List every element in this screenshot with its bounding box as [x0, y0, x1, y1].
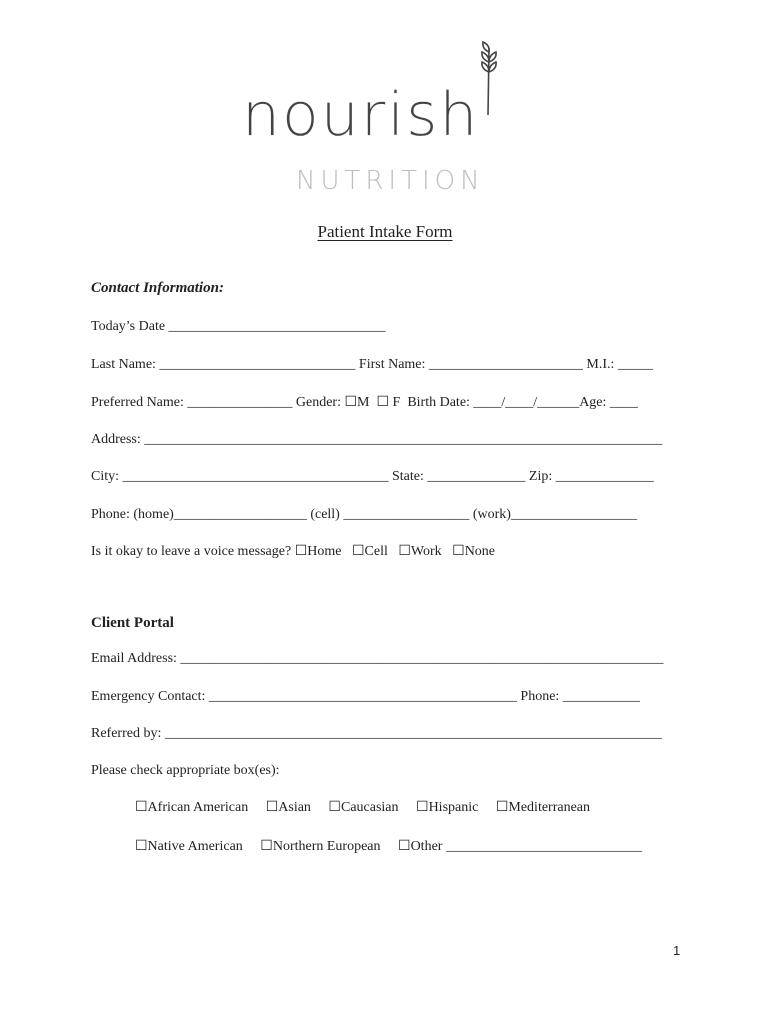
address-field[interactable]: Address: __________________________________________________________________________	[91, 432, 663, 447]
emergency-contact-fields[interactable]: Emergency Contact: ____________________________________________ Phone: ___________	[91, 689, 640, 704]
city-state-zip-fields[interactable]: City: ______________________________________ State: ______________ Zip: ______________	[91, 469, 654, 484]
ethnicity-checkboxes-row-1[interactable]: ☐African American ☐Asian ☐Caucasian ☐Hispanic ☐Mediterranean	[135, 800, 591, 815]
page-number: 1	[673, 943, 681, 958]
voice-message-checkboxes[interactable]: Is it okay to leave a voice message? ☐Home ☐Cell ☐Work ☐None	[91, 544, 496, 559]
name-fields[interactable]: Last Name: ____________________________ First Name: ______________________ M.I.: _____	[91, 357, 653, 372]
form-title: Patient Intake Form	[317, 222, 453, 241]
leaf-sprig-icon	[236, 40, 536, 162]
logo-tagline: NUTRITION	[296, 166, 485, 196]
preferred-gender-birth-fields[interactable]: Preferred Name: _______________ Gender: ☐M ☐ F Birth Date: ____/____/______Age: ____	[91, 395, 638, 410]
check-prompt: Please check appropriate box(es):	[91, 763, 280, 778]
client-portal-heading: Client Portal	[91, 615, 174, 631]
phone-fields[interactable]: Phone: (home)___________________ (cell) __________________ (work)__________________	[91, 507, 637, 522]
referred-by-field[interactable]: Referred by: _______________________________________________________________________	[91, 726, 662, 741]
todays-date-field[interactable]: Today’s Date _______________________________	[91, 319, 386, 334]
ethnicity-checkboxes-row-2[interactable]: ☐Native American ☐Northern European ☐Other ____________________________	[135, 839, 642, 854]
email-field[interactable]: Email Address: _____________________________________________________________________	[91, 651, 664, 666]
nourish-nutrition-logo	[236, 40, 536, 196]
contact-info-heading: Contact Information:	[91, 280, 224, 296]
logo-wordmark: nourish	[242, 80, 480, 150]
